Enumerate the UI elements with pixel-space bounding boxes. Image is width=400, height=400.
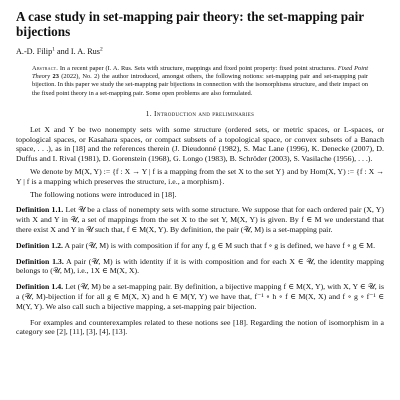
- journal-name: Fixed Point Theory: [32, 65, 368, 81]
- definition-label: Definition 1.4.: [16, 282, 64, 292]
- paper-title: A case study in set-mapping pair theory: the set-mapping pair bijections: [16, 9, 364, 39]
- abstract-text: (2022), No. 2) the author introduced, amongst others, the following notions: set-mapping pair and set-mapping pair bijection. In this paper we study the set-mapping pair bijections in connection with the isomorphisms structure, and their impact on the fixed point theory in a set-mapping pair. Some open problems are also formulated.: [32, 73, 368, 97]
- journal-volume: 23: [50, 73, 59, 81]
- author-conjunction: and: [54, 47, 71, 56]
- definition-text: Let (𝒰, M) be a set-mapping pair. By definition, a bijective mapping f ∈ M(X, Y), with X, Y ∈ 𝒰, is a (𝒰, M)-bijection if for all g ∈ M(X, X) and h ∈ M(Y, Y) we have that, f⁻¹ ∘ h ∘ f ∈ M(X, X) and f ∘ g ∘ f⁻¹ ∈ M(Y, Y). We also call such a bijective mapping, a set-mapping pair bijection.: [16, 282, 384, 311]
- abstract: [32, 65, 368, 98]
- definition-block: [16, 257, 384, 277]
- body-paragraph: For examples and counterexamples related to these notions see [18]. Regarding the notion of isomorphism in a category see [2], [11], [3], [4], [13].: [16, 317, 384, 337]
- definition-text: A pair (𝒰, M) is with identity if it is with composition and for each X ∈ 𝒰, the identity mapping belongs to (𝒰, M), i.e., 1X ∈ M(X, X).: [16, 256, 384, 276]
- definition-label: Definition 1.2.: [16, 240, 63, 250]
- definition-text: Let 𝒰 be a class of nonempty sets with some structure. We suppose that for each ordered pair (X, Y) with X and Y in 𝒰, a set of mappings from the set X to the set Y, M(X, Y) is given. By f ∈ M we understand that there exist X and Y in 𝒰 such that, f ∈ M(X, Y). By definition, the pair (𝒰, M) is a set-mapping pair.: [16, 205, 385, 234]
- author-name: I. A. Rus: [70, 47, 100, 56]
- author-line: [16, 47, 384, 57]
- definition-text: A pair (𝒰, M) is with composition if for any f, g ∈ M such that f ∘ g is defined, we have f ∘ g ∈ M.: [63, 240, 376, 250]
- affiliation-mark: 1: [52, 46, 55, 53]
- abstract-label: Abstract.: [32, 65, 59, 72]
- section-heading: 1. Introduction and preliminaries: [145, 108, 255, 118]
- author-name: A.-D. Filip: [16, 47, 53, 56]
- definition-label: Definition 1.1.: [16, 205, 64, 215]
- definition-block: [16, 282, 384, 311]
- definition-block: [16, 241, 384, 251]
- body-paragraph: We denote by M(X, Y) := {f : X → Y | f is a mapping from the set X to the set Y} and by Hom(X, Y) := {f : X → Y | f is a mapping which preserves the structure, i.e., a morphism}.: [16, 167, 384, 186]
- abstract-text: In a recent paper (I. A. Rus. Sets with structure, mappings and fixed point property: fixed point structures.: [58, 65, 338, 72]
- affiliation-mark: 2: [99, 46, 103, 53]
- body-paragraph: Let X and Y be two nonempty sets with some structure (ordered sets, or metric spaces, or L-spaces, or topological spaces, or Kasahara spaces, or compact subsets of a topological space, or convex subsets of a Banach space, . . .), as in [18] and the references therein (J. Dieudonné (1982), S. Mac Lane (1996), K. Denecke (2007), D. Duffus and I. Rival (1981), D. Gorenstein (1968), G. Longo (1983), B. Schröder (2003), S. Vasilache (1956), . . .).: [16, 124, 384, 164]
- body-paragraph: The following notions were introduced in [18].: [30, 189, 177, 199]
- definition-block: [16, 205, 384, 234]
- definition-label: Definition 1.3.: [16, 256, 64, 266]
